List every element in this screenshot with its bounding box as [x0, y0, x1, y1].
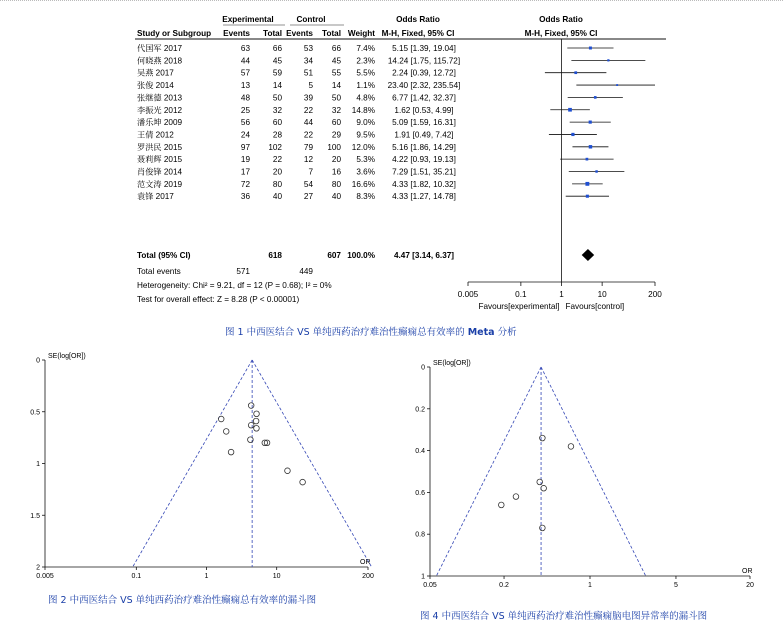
study-total-e: 20: [272, 167, 282, 177]
study-or-ci: 4.22 [0.93, 19.13]: [392, 155, 456, 165]
study-point: [594, 96, 597, 99]
study-total-c: 16: [331, 167, 341, 177]
figure1-caption: [225, 324, 517, 338]
funnel-x-tick-label: 200: [362, 573, 374, 580]
study-events-c: 79: [303, 142, 313, 152]
study-point: [589, 145, 592, 148]
study-total-c: 66: [331, 44, 341, 53]
funnel-left-limit: [436, 367, 541, 576]
study-total-e: 22: [272, 155, 282, 165]
forest-x-tick-label: 0.1: [515, 290, 527, 299]
study-weight: 5.5%: [356, 68, 375, 78]
funnel-point: [513, 494, 519, 500]
figure1-caption-bold: Meta: [467, 327, 495, 338]
study-events-c: 22: [303, 130, 313, 140]
study-weight: 7.4%: [356, 44, 375, 53]
study-total-e: 59: [272, 68, 282, 78]
study-weight: 5.3%: [356, 155, 375, 165]
total-n-c: 607: [327, 251, 341, 260]
funnel-x-tick-label: 10: [272, 573, 281, 580]
total-n-e: 618: [268, 251, 282, 260]
study-weight: 3.6%: [356, 167, 375, 177]
total-label: Total (95% CI): [137, 251, 191, 260]
study-or-ci: 5.16 [1.86, 14.29]: [392, 142, 456, 152]
study-name: 肖俊锋 2014: [137, 167, 183, 177]
study-name: 张俊 2014: [137, 81, 174, 91]
study-or-ci: 5.15 [1.39, 19.04]: [392, 44, 456, 53]
total-events-label: Total events: [137, 267, 181, 276]
study-events-e: 13: [240, 81, 250, 91]
funnel-point: [537, 479, 543, 485]
study-or-ci: 14.24 [1.75, 115.72]: [387, 56, 461, 66]
funnel-right-limit: [541, 367, 646, 576]
study-or-ci: 7.29 [1.51, 35.21]: [392, 167, 456, 177]
study-weight: 9.5%: [356, 130, 375, 140]
study-events-c: 22: [303, 105, 313, 115]
study-weight: 14.8%: [351, 105, 375, 115]
funnel-point: [300, 479, 306, 485]
header-method-plot: M-H, Fixed, 95% CI: [524, 29, 598, 38]
header-study: Study or Subgroup: [137, 29, 212, 38]
funnel-x-tick-label: 5: [674, 582, 678, 589]
funnel-point: [248, 422, 254, 428]
funnel-point: [254, 426, 260, 432]
header-total-e: Total: [263, 29, 282, 38]
study-point: [616, 84, 618, 86]
study-events-c: 5: [308, 81, 313, 91]
funnel-y-tick-label: 0: [36, 357, 40, 365]
study-total-e: 102: [268, 142, 282, 152]
study-events-c: 39: [303, 93, 313, 103]
study-total-c: 50: [331, 93, 341, 103]
study-weight: 4.8%: [356, 93, 375, 103]
forest-x-tick-label: 200: [648, 290, 662, 299]
study-name: 张继德 2013: [137, 93, 183, 103]
study-events-e: 36: [240, 192, 250, 202]
funnel-plot-eeg: [400, 345, 783, 590]
funnel-y-tick-label: 0.8: [415, 531, 425, 539]
pooled-diamond: [582, 249, 594, 261]
study-name: 李振光 2012: [137, 105, 183, 115]
funnel-y-tick-label: 1.5: [30, 512, 40, 520]
study-name: 代国军 2017: [137, 44, 183, 53]
study-total-c: 32: [331, 105, 341, 115]
funnel-y-tick-label: 0.5: [30, 409, 40, 417]
study-point: [568, 108, 572, 112]
total-events-c: 449: [299, 267, 313, 276]
study-total-c: 45: [331, 56, 341, 66]
overall-effect-text: Test for overall effect: Z = 8.28 (P < 0.00001): [137, 295, 300, 304]
study-point: [586, 195, 589, 198]
study-weight: 2.3%: [356, 56, 375, 66]
study-total-e: 32: [272, 105, 282, 115]
study-weight: 1.1%: [356, 81, 375, 91]
funnel-x-tick-label: 20: [746, 582, 754, 589]
forest-x-tick-label: 0.005: [457, 290, 479, 299]
study-or-ci: 4.33 [1.82, 10.32]: [392, 179, 456, 189]
study-total-e: 28: [272, 130, 282, 140]
study-total-c: 80: [331, 179, 341, 189]
study-events-e: 24: [240, 130, 250, 140]
study-events-c: 7: [308, 167, 313, 177]
forest-x-tick-label: 10: [597, 290, 607, 299]
funnel-x-tick-label: 0.005: [36, 573, 54, 580]
study-events-c: 27: [303, 192, 313, 202]
study-events-e: 72: [240, 179, 250, 189]
study-point: [607, 59, 609, 61]
funnel-x-tick-label: 1: [204, 573, 209, 580]
total-weight: 100.0%: [347, 251, 375, 260]
study-or-ci: 1.91 [0.49, 7.42]: [394, 130, 454, 140]
study-total-e: 66: [272, 44, 282, 53]
study-weight: 9.0%: [356, 118, 375, 128]
funnel-point: [568, 444, 574, 450]
funnel-y-tick-label: 0.4: [415, 448, 425, 456]
header-odds-ratio: Odds Ratio: [396, 15, 440, 24]
header-events-c: Events: [286, 29, 313, 38]
study-events-c: 54: [303, 179, 313, 189]
funnel-point: [540, 435, 546, 441]
study-or-ci: 2.24 [0.39, 12.72]: [392, 68, 456, 78]
funnel-point: [254, 411, 260, 417]
favours-left: Favours[experimental]: [478, 302, 560, 311]
study-total-c: 55: [331, 68, 341, 78]
study-events-e: 17: [240, 167, 250, 177]
study-name: 罗洪民 2015: [137, 142, 183, 152]
study-total-c: 29: [331, 130, 341, 140]
study-point: [574, 71, 577, 74]
study-weight: 16.6%: [351, 179, 375, 189]
funnel-x-tick-label: 0.2: [499, 582, 509, 589]
study-events-e: 44: [240, 56, 250, 66]
study-total-c: 20: [331, 155, 341, 165]
funnel-left-limit: [133, 360, 252, 567]
study-name: 吴燕 2017: [137, 68, 174, 78]
study-name: 何晓燕 2018: [137, 56, 183, 66]
funnel-right-limit: [252, 360, 371, 567]
study-or-ci: 1.62 [0.53, 4.99]: [394, 105, 454, 115]
study-events-c: 53: [303, 44, 313, 53]
study-point: [586, 158, 589, 161]
study-events-e: 63: [240, 44, 250, 53]
header-total-c: Total: [322, 29, 341, 38]
study-total-c: 14: [331, 81, 341, 91]
header-weight: Weight: [347, 29, 375, 38]
study-total-c: 40: [331, 192, 341, 202]
study-total-e: 40: [272, 192, 282, 202]
study-events-e: 19: [240, 155, 250, 165]
total-or-ci: 4.47 [3.14, 6.37]: [393, 251, 455, 260]
study-events-c: 51: [303, 68, 313, 78]
study-or-ci: 6.77 [1.42, 32.37]: [392, 93, 456, 103]
funnel-y-tick-label: 0.2: [415, 406, 425, 414]
study-point: [589, 47, 592, 50]
forest-x-tick-label: 1: [559, 290, 564, 299]
figure4-caption-text: 中西医结合 VS 单纯西药治疗难治性癫痫脑电图异常率的漏斗图: [441, 611, 708, 622]
funnel-y-tick-label: 0: [421, 364, 425, 372]
header-odds-ratio-plot: Odds Ratio: [539, 15, 583, 24]
figure4-caption-number: 图 4: [420, 611, 439, 622]
funnel-point: [499, 502, 505, 508]
funnel-point: [248, 437, 254, 443]
study-weight: 12.0%: [351, 142, 375, 152]
funnel-y-tick-label: 1: [36, 461, 40, 468]
study-name: 潘乐坤 2009: [137, 118, 183, 128]
study-name: 范文涛 2019: [137, 179, 183, 189]
funnel-point: [253, 418, 259, 424]
funnel-y-label: SE(log[OR]): [48, 353, 86, 360]
funnel-plot-efficacy: [0, 345, 400, 590]
study-or-ci: 4.33 [1.27, 14.78]: [392, 192, 456, 202]
funnel-y-label: SE(log[OR]): [433, 360, 471, 367]
funnel-point: [540, 525, 546, 531]
study-point: [585, 182, 589, 186]
figure1-caption-number: 图 1: [225, 327, 244, 338]
study-events-c: 44: [303, 118, 313, 128]
study-events-e: 97: [240, 142, 250, 152]
study-total-e: 80: [272, 179, 282, 189]
favours-right: Favours[control]: [565, 302, 625, 311]
study-weight: 8.3%: [356, 192, 375, 202]
study-total-e: 50: [272, 93, 282, 103]
funnel-x-tick-label: 0.1: [131, 573, 142, 580]
funnel-x-tick-label: 0.05: [423, 582, 437, 589]
study-total-c: 100: [327, 142, 341, 152]
total-events-e: 571: [236, 267, 250, 276]
header-experimental: Experimental: [222, 15, 274, 24]
figure1-caption-end: 分析: [497, 327, 517, 338]
study-total-e: 14: [272, 81, 282, 91]
study-name: 王倩 2012: [137, 130, 174, 140]
study-point: [595, 170, 597, 172]
funnel-point: [541, 485, 547, 491]
heterogeneity-text: Heterogeneity: Chi² = 9.21, df = 12 (P = 0.68); I² = 0%: [137, 281, 332, 290]
study-or-ci: 5.09 [1.59, 16.31]: [392, 118, 456, 128]
study-total-c: 60: [331, 118, 341, 128]
study-events-e: 56: [240, 118, 250, 128]
study-events-e: 48: [240, 93, 250, 103]
study-total-e: 45: [272, 56, 282, 66]
study-events-c: 34: [303, 56, 313, 66]
funnel-point: [218, 416, 224, 422]
figure1-caption-text: 中西医结合 VS 单纯西药治疗难治性癫痫总有效率的: [246, 327, 465, 338]
study-events-e: 25: [240, 105, 250, 115]
funnel-point: [285, 468, 291, 474]
funnel-y-tick-label: 0.6: [415, 489, 425, 497]
funnel-point: [248, 403, 254, 409]
funnel-point: [228, 449, 234, 455]
funnel-x-tick-label: 1: [588, 582, 592, 589]
header-method: M-H, Fixed, 95% CI: [381, 29, 455, 38]
header-events-e: Events: [223, 29, 250, 38]
study-or-ci: 23.40 [2.32, 235.54]: [387, 81, 461, 91]
study-name: 袁锋 2017: [137, 192, 174, 202]
funnel-point: [223, 429, 229, 435]
figure2-caption-number: 图 2: [48, 595, 67, 606]
funnel-y-tick-label: 1: [421, 573, 425, 581]
header-control: Control: [296, 15, 326, 24]
study-name: 聂莉辉 2015: [137, 155, 183, 165]
study-total-e: 60: [272, 118, 282, 128]
funnel-x-label: OR: [360, 559, 371, 566]
study-point: [589, 121, 592, 124]
figure2-caption: [48, 592, 316, 606]
figure4-caption: [420, 608, 707, 622]
figure2-caption-text: 中西医结合 VS 单纯西药治疗难治性癫痫总有效率的漏斗图: [69, 595, 317, 606]
study-events-e: 57: [240, 68, 250, 78]
study-point: [571, 133, 574, 136]
study-events-c: 12: [303, 155, 313, 165]
funnel-y-tick-label: 2: [36, 564, 40, 572]
funnel-x-label: OR: [742, 568, 753, 575]
